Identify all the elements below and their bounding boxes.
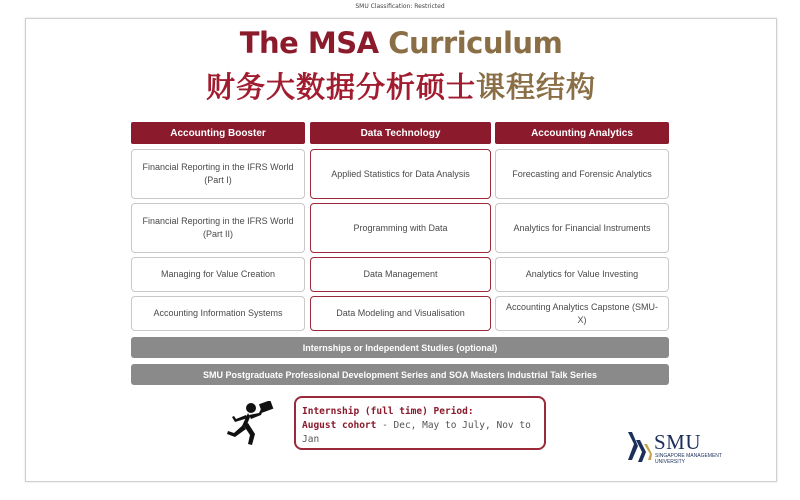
classification-label: SMU Classification: Restricted (355, 3, 445, 10)
course-cell: Programming with Data (310, 203, 491, 253)
course-cell: Analytics for Financial Instruments (495, 203, 669, 253)
title-part2: Curriculum (388, 26, 563, 60)
course-cell: Data Modeling and Visualisation (310, 296, 491, 331)
course-cell: Applied Statistics for Data Analysis (310, 149, 491, 199)
course-cell: Accounting Information Systems (131, 296, 305, 331)
smu-logo-icon (624, 430, 652, 464)
course-cell: Analytics for Value Investing (495, 257, 669, 292)
course-cell: Accounting Analytics Capstone (SMU-X) (495, 296, 669, 331)
course-cell: Managing for Value Creation (131, 257, 305, 292)
page-title (26, 26, 776, 60)
smu-logo-sub1: SINGAPORE MANAGEMENT (655, 453, 722, 459)
running-person-icon (224, 401, 274, 447)
smu-logo-subtitle (655, 453, 745, 465)
slide (25, 18, 777, 482)
title-part1: The MSA (239, 26, 379, 60)
course-cell: Forecasting and Forensic Analytics (495, 149, 669, 199)
smu-logo-sub2: UNIVERSITY (655, 459, 686, 465)
professional-series-bar: SMU Postgraduate Professional Development Series and SOA Masters Industrial Talk Series (131, 364, 669, 385)
internship-months: - Dec, May to July, Nov to Jan (302, 420, 531, 445)
course-cell: Data Management (310, 257, 491, 292)
internships-bar: Internships or Independent Studies (optional) (131, 337, 669, 358)
internship-title: Internship (full time) Period: (302, 406, 474, 417)
subtitle-part1: 财务大数据分析硕士 (205, 70, 476, 104)
course-cell: Financial Reporting in the IFRS World (Part II) (131, 203, 305, 253)
column-header-data-technology: Data Technology (310, 122, 491, 144)
internship-period-box (294, 396, 546, 450)
course-cell: Financial Reporting in the IFRS World (Part I) (131, 149, 305, 199)
page-subtitle (26, 65, 776, 106)
column-header-accounting-booster: Accounting Booster (131, 122, 305, 144)
internship-cohort: August cohort (302, 420, 377, 431)
subtitle-part2: 课程结构 (476, 70, 597, 104)
smu-logo-text: SMU (654, 430, 702, 454)
column-header-accounting-analytics: Accounting Analytics (495, 122, 669, 144)
